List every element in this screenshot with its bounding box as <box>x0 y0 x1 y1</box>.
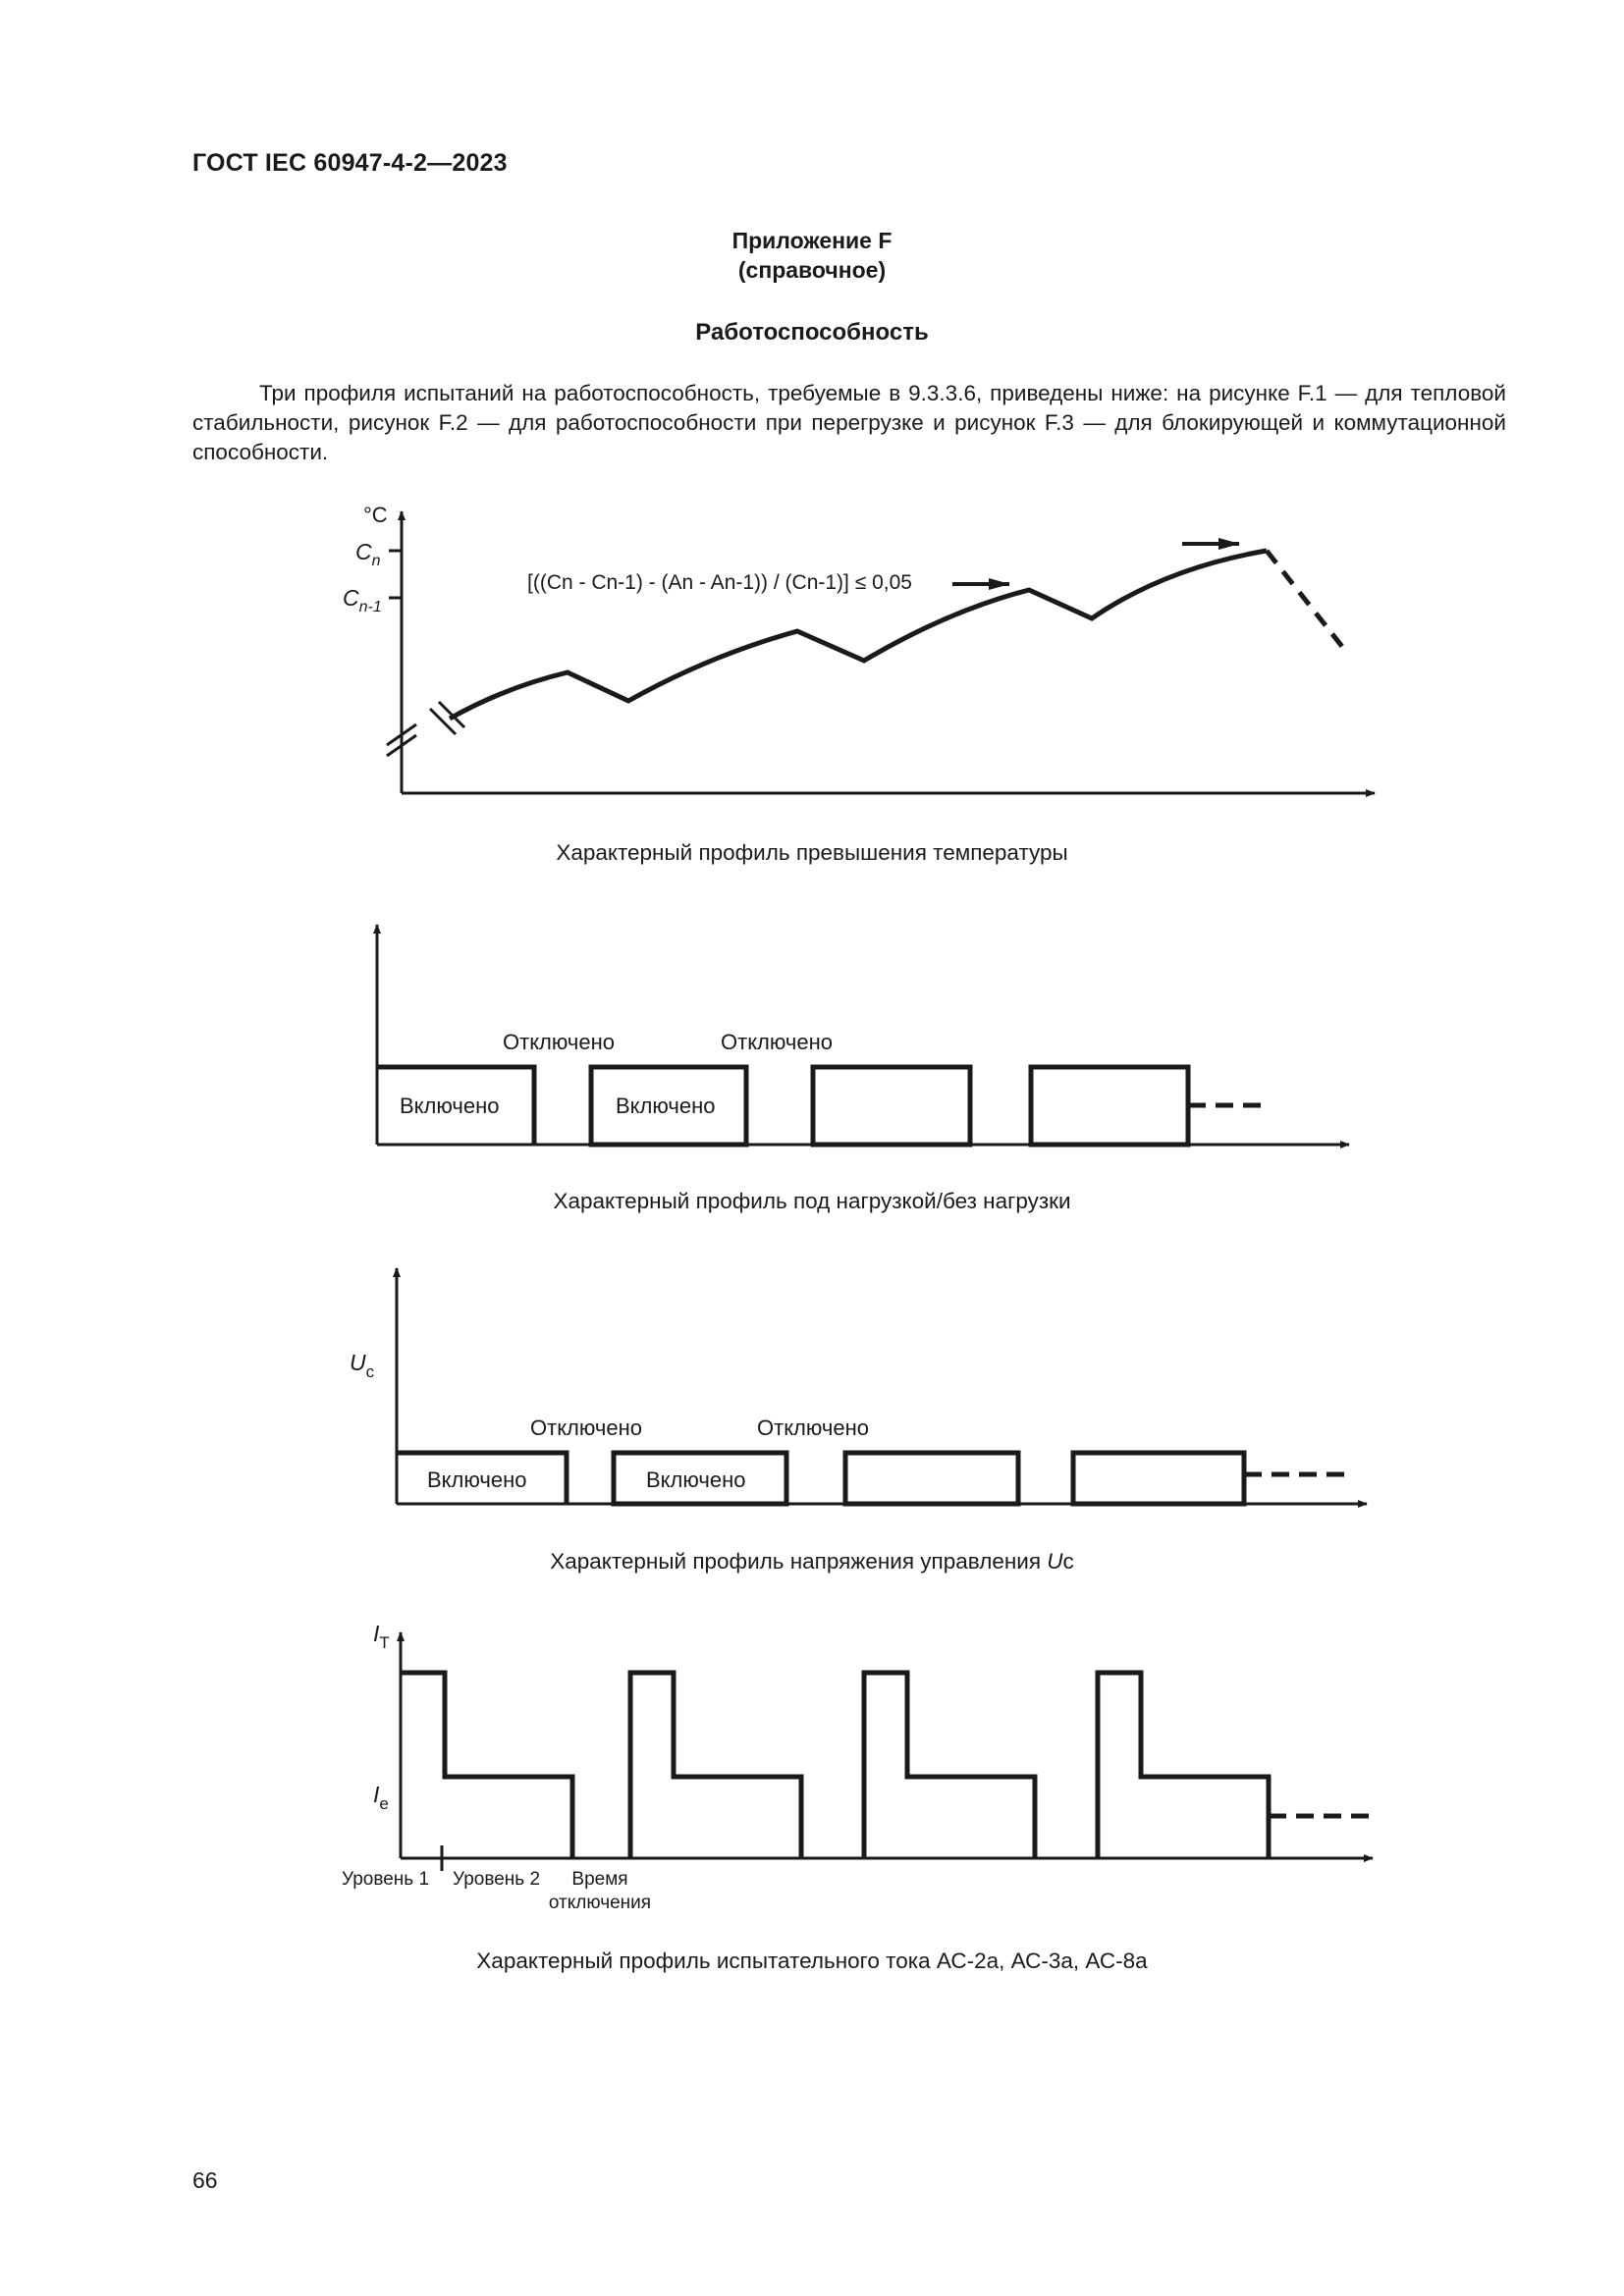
temperature-figure <box>343 503 1375 793</box>
off-label: Отключено <box>530 1415 642 1440</box>
on-label: Включено <box>400 1094 500 1118</box>
annex-label: Приложение F <box>731 228 893 253</box>
stability-formula: [((Cn - Cn-1) - (An - An-1)) / (Cn-1)] ≤ 0,05 <box>527 571 912 594</box>
temperature-unit: °C <box>363 503 388 527</box>
cn1-label: $C_{n-1}$ <box>343 585 382 615</box>
current-pulse <box>630 1673 801 1858</box>
cn-label: $C_n$ <box>355 539 381 569</box>
off-label: Отключено <box>503 1030 615 1054</box>
off-label: Отключено <box>721 1030 833 1054</box>
page-number: 66 <box>192 2167 218 2193</box>
off-label: Отключено <box>757 1415 869 1440</box>
off-time-label: отключения <box>548 1893 652 1913</box>
current-pulse <box>864 1673 1035 1858</box>
standard-header: ГОСТ IEC 60947-4-2—2023 <box>192 149 508 177</box>
current-pulse <box>1098 1673 1269 1858</box>
voltage-caption: Характерный профиль напряжения управления Uc <box>550 1549 1074 1574</box>
current-pulse <box>401 1673 572 1858</box>
annex-type: (справочное) <box>737 257 887 283</box>
ie-label: $I_e$ <box>373 1782 389 1813</box>
on-label: Включено <box>616 1094 716 1118</box>
temperature-continuation <box>1267 551 1343 648</box>
intro-paragraph: Три профиля испытаний на работоспособность, требуемые в 9.3.3.6, приведены ниже: на рисунке F.1 — для тепловой стабильности, рисунок F.2 — для работоспособности при перегрузке и рисунок F.3 — для блокирующей и коммутационной способности. <box>192 381 1506 464</box>
level2-label: Уровень 2 <box>453 1869 541 1890</box>
on-label: Включено <box>646 1468 746 1492</box>
curve-break-mark <box>430 709 456 734</box>
off-time-label: Время <box>571 1869 628 1890</box>
temperature-caption: Характерный профиль превышения температуры <box>556 840 1068 865</box>
load-caption: Характерный профиль под нагрузкой/без нагрузки <box>553 1189 1071 1213</box>
load-pulse <box>813 1067 970 1145</box>
voltage-figure <box>350 1268 1367 1504</box>
current-caption: Характерный профиль испытательного тока АС-2а, АС-3а, АС-8а <box>476 1949 1148 1973</box>
on-label: Включено <box>427 1468 527 1492</box>
it-label: $I_T$ <box>373 1621 390 1652</box>
current-figure <box>342 1621 1373 1913</box>
voltage-pulse <box>845 1453 1018 1504</box>
load-figure <box>377 925 1349 1145</box>
load-pulse <box>1031 1067 1188 1145</box>
section-title: Работоспособность <box>695 319 929 346</box>
uc-label: $U_c$ <box>350 1350 375 1381</box>
voltage-pulse <box>1073 1453 1244 1504</box>
level1-label: Уровень 1 <box>342 1869 430 1890</box>
